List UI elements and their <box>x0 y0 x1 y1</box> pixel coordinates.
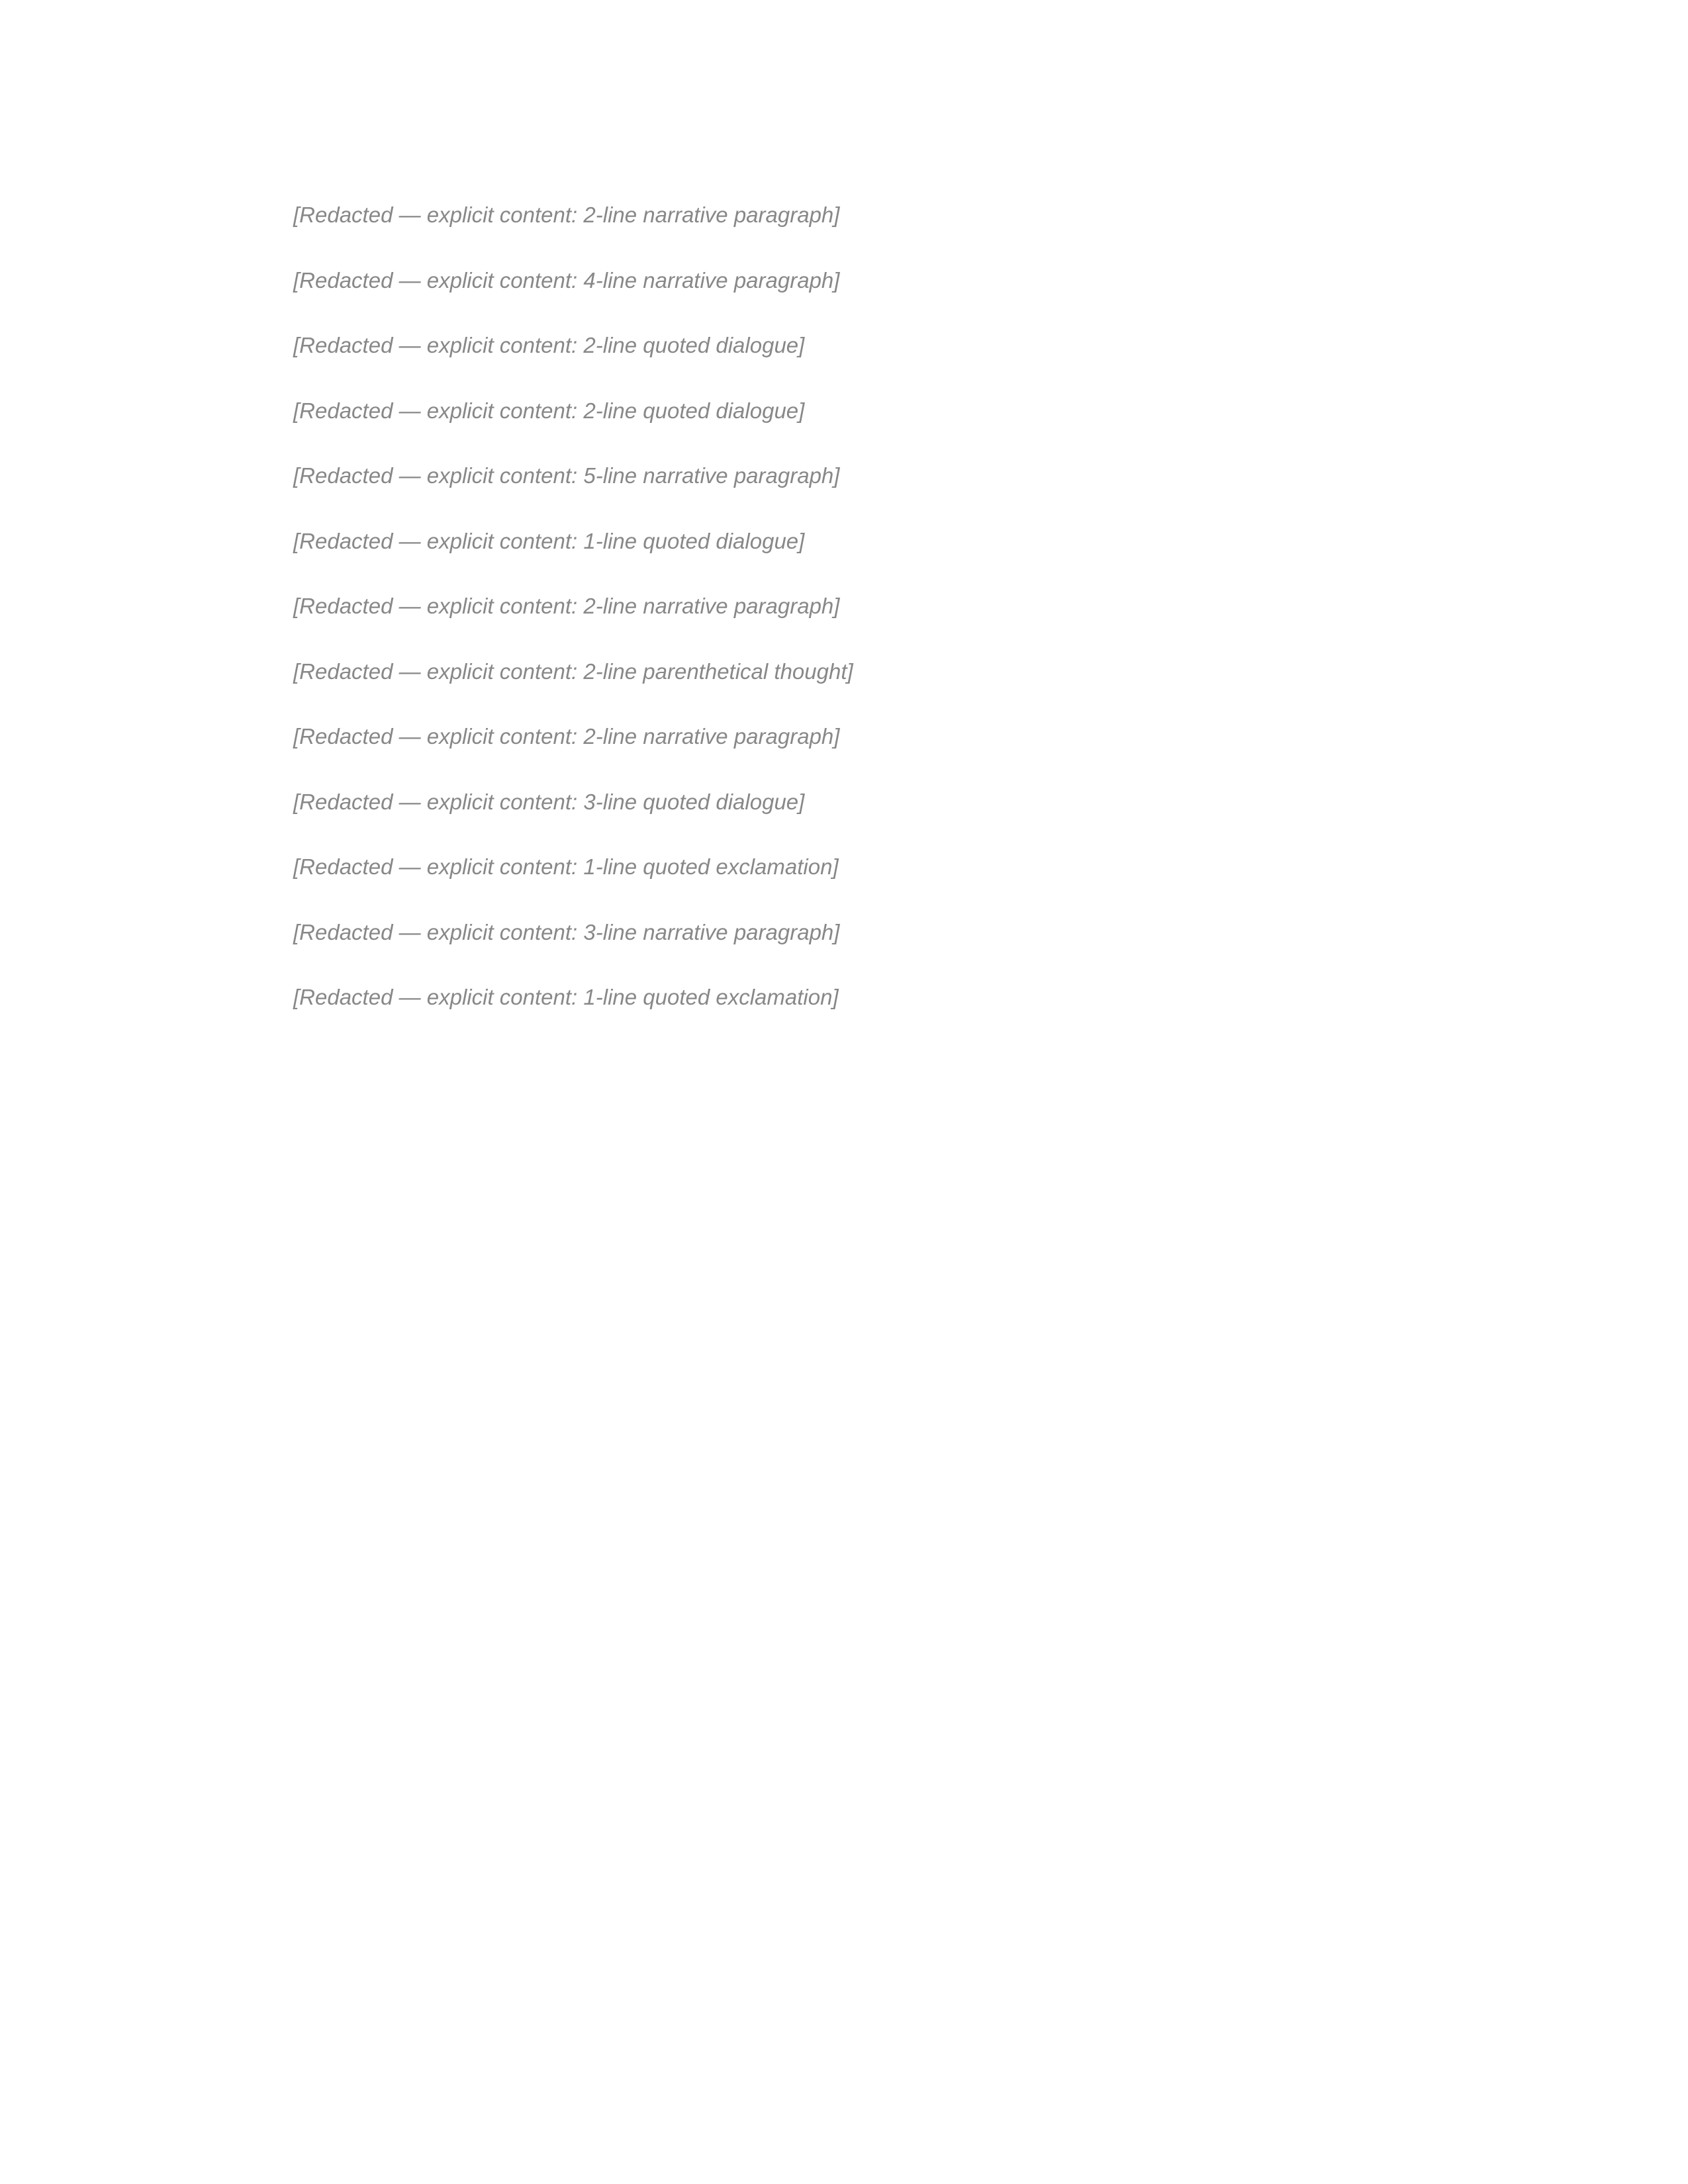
paragraph-11 <box>195 850 1493 884</box>
paragraph-3 <box>195 329 1493 362</box>
redacted-text: [Redacted — explicit content: 3-line narrative paragraph] <box>293 919 840 944</box>
paragraph-2 <box>195 264 1493 297</box>
paragraph-7 <box>195 590 1493 623</box>
paragraph-4 <box>195 394 1493 428</box>
paragraph-9 <box>195 720 1493 753</box>
paragraph-13 <box>195 981 1493 1014</box>
redacted-text: [Redacted — explicit content: 2-line narrative paragraph] <box>293 724 840 749</box>
redacted-text: [Redacted — explicit content: 3-line quoted dialogue] <box>293 789 805 814</box>
redacted-text: [Redacted — explicit content: 2-line quoted dialogue] <box>293 333 805 357</box>
redacted-text: [Redacted — explicit content: 2-line narrative paragraph] <box>293 594 840 618</box>
redacted-text: [Redacted — explicit content: 1-line quoted exclamation] <box>293 985 839 1009</box>
paragraph-5 <box>195 459 1493 492</box>
redacted-text: [Redacted — explicit content: 5-line narrative paragraph] <box>293 463 840 488</box>
paragraph-8 <box>195 655 1493 688</box>
redacted-text: [Redacted — explicit content: 2-line quoted dialogue] <box>293 398 805 423</box>
redacted-text: [Redacted — explicit content: 1-line quoted exclamation] <box>293 854 839 879</box>
redacted-text: [Redacted — explicit content: 2-line narrative paragraph] <box>293 203 840 227</box>
redacted-text: [Redacted — explicit content: 4-line narrative paragraph] <box>293 267 840 293</box>
redacted-text: [Redacted — explicit content: 2-line parenthetical thought] <box>293 659 853 684</box>
paragraph-6 <box>195 525 1493 558</box>
paragraph-1 <box>195 199 1493 232</box>
redacted-text: [Redacted — explicit content: 1-line quoted dialogue] <box>293 528 805 553</box>
text-body <box>195 199 1493 1014</box>
paragraph-10 <box>195 786 1493 819</box>
paragraph-12 <box>195 916 1493 949</box>
